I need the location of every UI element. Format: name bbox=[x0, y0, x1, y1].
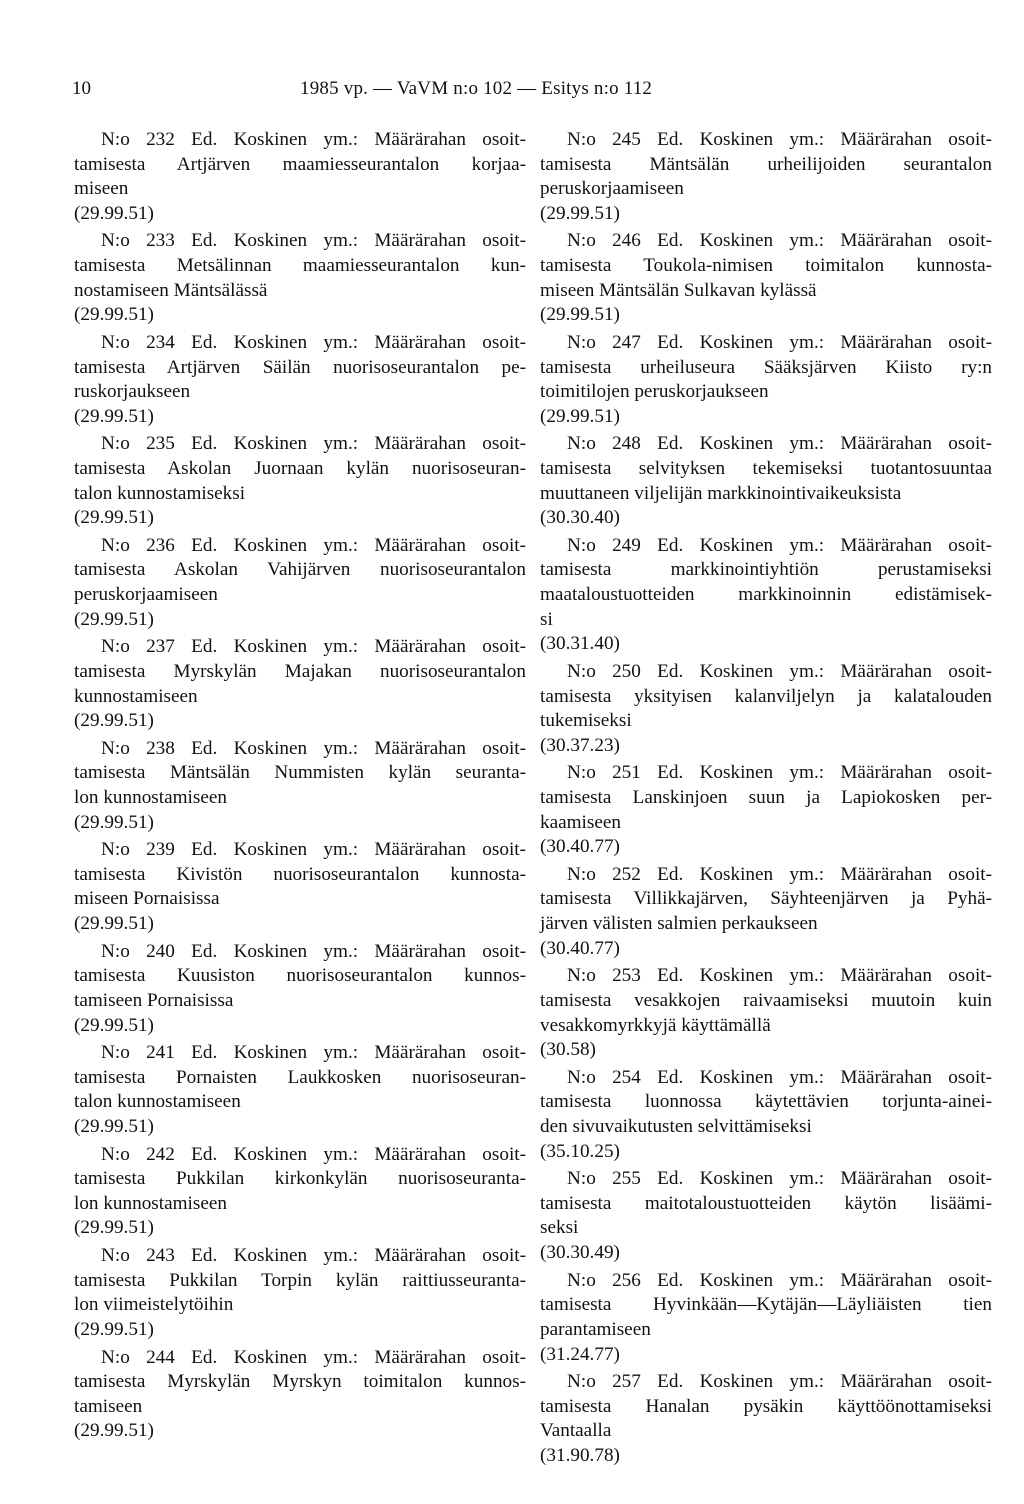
motion-entry bbox=[74, 331, 526, 429]
budget-item-code: (29.99.51) bbox=[74, 304, 154, 326]
motion-entry bbox=[540, 229, 992, 327]
motion-text-line: tamisesta Toukola-nimisen toimitalon kunnosta- bbox=[540, 255, 992, 277]
budget-item-code: (29.99.51) bbox=[74, 1014, 154, 1036]
motion-heading-line: N:o 239 Ed. Koskinen ym.: Määrärahan osoit- bbox=[101, 839, 526, 861]
motion-heading-line: N:o 257 Ed. Koskinen ym.: Määrärahan osoit- bbox=[567, 1371, 992, 1393]
motion-heading-line: N:o 235 Ed. Koskinen ym.: Määrärahan osoit- bbox=[101, 433, 526, 455]
motion-text-line: miseen Pornaisissa bbox=[74, 888, 220, 910]
motion-entry bbox=[540, 1269, 992, 1367]
motion-heading-line: N:o 248 Ed. Koskinen ym.: Määrärahan osoit- bbox=[567, 433, 992, 455]
motion-text-line: parantamiseen bbox=[540, 1318, 651, 1340]
budget-item-code: (29.99.51) bbox=[74, 1318, 154, 1340]
budget-item-code: (30.40.77) bbox=[540, 937, 620, 959]
motion-heading-line: N:o 234 Ed. Koskinen ym.: Määrärahan osoit- bbox=[101, 331, 526, 353]
motion-text-line: muuttaneen viljelijän markkinointivaikeuksista bbox=[540, 482, 902, 504]
motion-entry bbox=[74, 534, 526, 632]
motion-text-line: tukemiseksi bbox=[540, 710, 632, 732]
budget-item-code: (29.99.51) bbox=[74, 608, 154, 630]
motion-text-line: tamisesta Hyvinkään—Kytäjän—Läyliäisten tien bbox=[540, 1294, 992, 1316]
motion-entry bbox=[74, 838, 526, 936]
motion-entry bbox=[540, 1370, 992, 1468]
motion-text-line: si bbox=[540, 608, 553, 630]
motion-text-line: tamisesta Myrskylän Myrskyn toimitalon kunnos- bbox=[74, 1371, 526, 1393]
motion-text-line: tamisesta Pukkilan Torpin kylän raittiusseuranta- bbox=[74, 1269, 526, 1291]
budget-item-code: (29.99.51) bbox=[74, 1116, 154, 1137]
motion-text-line: maataloustuotteiden markkinoinnin edistämisek- bbox=[540, 584, 992, 606]
motion-heading-line: N:o 249 Ed. Koskinen ym.: Määrärahan osoit- bbox=[567, 534, 992, 556]
budget-item-code: (30.40.77) bbox=[540, 836, 620, 858]
motion-text-line: ruskorjaukseen bbox=[74, 381, 191, 403]
motion-text-line: talon kunnostamiseksi bbox=[74, 482, 246, 504]
motion-heading-line: N:o 237 Ed. Koskinen ym.: Määrärahan osoit- bbox=[101, 636, 526, 658]
motion-text-line: lon kunnostamiseen bbox=[74, 787, 227, 808]
budget-item-code: (31.24.77) bbox=[540, 1343, 620, 1365]
page-number: 10 bbox=[72, 78, 91, 99]
budget-item-code: (29.99.51) bbox=[540, 202, 620, 224]
motion-heading-line: N:o 240 Ed. Koskinen ym.: Määrärahan osoit- bbox=[101, 940, 526, 962]
motion-entry bbox=[74, 1041, 526, 1139]
budget-item-code: (30.37.23) bbox=[540, 734, 620, 756]
budget-item-code: (30.31.40) bbox=[540, 633, 620, 655]
motion-text-line: tamisesta Kuusiston nuorisoseurantalon kunnos- bbox=[74, 965, 526, 987]
motion-text-line: kunnostamiseen bbox=[74, 685, 198, 707]
motion-entry bbox=[74, 737, 526, 835]
motion-text-line: tamisesta markkinointiyhtiön perustamiseksi bbox=[540, 559, 992, 581]
page-header bbox=[72, 78, 952, 102]
motion-text-line: peruskorjaamiseen bbox=[540, 178, 684, 200]
motion-text-line: tamisesta Lanskinjoen suun ja Lapiokosken per- bbox=[540, 787, 992, 808]
motion-entry bbox=[74, 635, 526, 733]
budget-item-code: (29.99.51) bbox=[74, 202, 154, 224]
motion-text-line: den sivuvaikutusten selvittämiseksi bbox=[540, 1116, 812, 1137]
motion-entry bbox=[540, 331, 992, 429]
motion-heading-line: N:o 238 Ed. Koskinen ym.: Määrärahan osoit- bbox=[101, 737, 526, 759]
motion-text-line: tamisesta Artjärven Säilän nuorisoseurantalon pe- bbox=[74, 356, 526, 378]
motion-text-line: kaamiseen bbox=[540, 811, 621, 833]
motion-text-line: tamisesta Mäntsälän Nummisten kylän seuranta- bbox=[74, 762, 526, 784]
motion-text-line: nostamiseen Mäntsälässä bbox=[74, 279, 268, 301]
motion-heading-line: N:o 253 Ed. Koskinen ym.: Määrärahan osoit- bbox=[567, 965, 992, 987]
motion-heading-line: N:o 245 Ed. Koskinen ym.: Määrärahan osoit- bbox=[567, 129, 992, 150]
motion-text-line: tamisesta Mäntsälän urheilijoiden seurantalon bbox=[540, 153, 992, 175]
motion-heading-line: N:o 252 Ed. Koskinen ym.: Määrärahan osoit- bbox=[567, 863, 992, 885]
motion-text-line: lon viimeistelytöihin bbox=[74, 1294, 234, 1316]
motion-entry bbox=[540, 964, 992, 1062]
budget-item-code: (29.99.51) bbox=[540, 304, 620, 326]
motion-heading-line: N:o 255 Ed. Koskinen ym.: Määrärahan osoit- bbox=[567, 1168, 992, 1190]
budget-item-code: (30.30.49) bbox=[540, 1242, 620, 1264]
budget-item-code: (29.99.51) bbox=[74, 405, 154, 427]
motion-entry bbox=[540, 1167, 992, 1265]
motion-text-line: tamisesta Pukkilan kirkonkylän nuorisoseuranta- bbox=[74, 1168, 526, 1190]
motion-text-line: tamisesta Myrskylän Majakan nuorisoseurantalon bbox=[74, 660, 526, 682]
left-column bbox=[74, 128, 526, 1447]
motion-text-line: seksi bbox=[540, 1217, 579, 1239]
motion-text-line: tamiseen bbox=[74, 1395, 143, 1417]
budget-item-code: (29.99.51) bbox=[74, 1217, 154, 1239]
motion-entry bbox=[540, 534, 992, 657]
motion-entry bbox=[74, 1346, 526, 1444]
motion-text-line: talon kunnostamiseen bbox=[74, 1091, 241, 1113]
motion-text-line: tamisesta Villikkajärven, Säyhteenjärven ja Pyhä- bbox=[540, 888, 992, 910]
motion-heading-line: N:o 241 Ed. Koskinen ym.: Määrärahan osoit- bbox=[101, 1042, 526, 1064]
motion-text-line: tamisesta luonnossa käytettävien torjunta-ainei- bbox=[540, 1091, 992, 1113]
motion-text-line: vesakkomyrkkyjä käyttämällä bbox=[540, 1014, 771, 1036]
budget-item-code: (29.99.51) bbox=[74, 1420, 154, 1442]
motion-text-line: miseen bbox=[74, 178, 129, 200]
motion-entry bbox=[540, 1066, 992, 1164]
motion-entry bbox=[74, 432, 526, 530]
motion-text-line: tamisesta maitotaloustuotteiden käytön lisäämi- bbox=[540, 1192, 992, 1214]
running-title: 1985 vp. — VaVM n:o 102 — Esitys n:o 112 bbox=[300, 78, 653, 99]
budget-item-code: (29.99.51) bbox=[540, 405, 620, 427]
motion-text-line: tamisesta vesakkojen raivaamiseksi muutoin kuin bbox=[540, 989, 992, 1011]
motion-heading-line: N:o 246 Ed. Koskinen ym.: Määrärahan osoit- bbox=[567, 230, 992, 252]
motion-text-line: tamisesta Askolan Vahijärven nuorisoseurantalon bbox=[74, 559, 526, 581]
motion-text-line: toimitilojen peruskorjaukseen bbox=[540, 381, 769, 403]
motion-text-line: järven välisten salmien perkaukseen bbox=[540, 913, 818, 935]
budget-item-code: (29.99.51) bbox=[74, 811, 154, 833]
motion-heading-line: N:o 243 Ed. Koskinen ym.: Määrärahan osoit- bbox=[101, 1245, 526, 1267]
motion-text-line: tamisesta Askolan Juornaan kylän nuorisoseuran- bbox=[74, 458, 526, 479]
motion-text-line: miseen Mäntsälän Sulkavan kylässä bbox=[540, 279, 817, 301]
motion-text-line: tamiseen Pornaisissa bbox=[74, 989, 234, 1011]
motion-heading-line: N:o 244 Ed. Koskinen ym.: Määrärahan osoit- bbox=[101, 1346, 526, 1368]
motion-entry bbox=[74, 229, 526, 327]
motion-entry bbox=[74, 1143, 526, 1241]
motion-entry bbox=[74, 940, 526, 1038]
motion-heading-line: N:o 233 Ed. Koskinen ym.: Määrärahan osoit- bbox=[101, 230, 526, 252]
right-column bbox=[540, 128, 992, 1472]
budget-item-code: (31.90.78) bbox=[540, 1445, 620, 1466]
motion-heading-line: N:o 256 Ed. Koskinen ym.: Määrärahan osoit- bbox=[567, 1269, 992, 1291]
motion-text-line: tamisesta selvityksen tekemiseksi tuotantosuuntaa bbox=[540, 458, 992, 479]
motion-text-line: tamisesta Metsälinnan maamiesseurantalon kun- bbox=[74, 255, 526, 277]
motion-entry bbox=[540, 660, 992, 758]
motion-entry bbox=[540, 432, 992, 530]
motion-entry bbox=[74, 128, 526, 226]
motion-text-line: tamisesta Kivistön nuorisoseurantalon kunnosta- bbox=[74, 863, 526, 885]
budget-item-code: (30.30.40) bbox=[540, 507, 620, 529]
motion-heading-line: N:o 232 Ed. Koskinen ym.: Määrärahan osoit- bbox=[101, 129, 526, 150]
budget-item-code: (35.10.25) bbox=[540, 1140, 620, 1162]
motion-entry bbox=[540, 128, 992, 226]
motion-heading-line: N:o 250 Ed. Koskinen ym.: Määrärahan osoit- bbox=[567, 660, 992, 682]
motion-text-line: Vantaalla bbox=[540, 1420, 612, 1442]
motion-text-line: lon kunnostamiseen bbox=[74, 1192, 227, 1214]
motion-text-line: tamisesta Hanalan pysäkin käyttöönottamiseksi bbox=[540, 1395, 992, 1417]
budget-item-code: (29.99.51) bbox=[74, 913, 154, 935]
motion-text-line: peruskorjaamiseen bbox=[74, 584, 218, 606]
motion-heading-line: N:o 254 Ed. Koskinen ym.: Määrärahan osoit- bbox=[567, 1066, 992, 1088]
motion-text-line: tamisesta Artjärven maamiesseurantalon korjaa- bbox=[74, 153, 526, 175]
budget-item-code: (29.99.51) bbox=[74, 710, 154, 732]
motion-heading-line: N:o 236 Ed. Koskinen ym.: Määrärahan osoit- bbox=[101, 534, 526, 556]
motion-text-line: tamisesta yksityisen kalanviljelyn ja kalatalouden bbox=[540, 685, 992, 707]
motion-text-line: tamisesta Pornaisten Laukkosken nuorisoseuran- bbox=[74, 1066, 526, 1088]
motion-entry bbox=[540, 761, 992, 859]
budget-item-code: (29.99.51) bbox=[74, 507, 154, 529]
motion-heading-line: N:o 247 Ed. Koskinen ym.: Määrärahan osoit- bbox=[567, 331, 992, 353]
motion-text-line: tamisesta urheiluseura Sääksjärven Kiisto ry:n bbox=[540, 356, 992, 378]
motion-heading-line: N:o 251 Ed. Koskinen ym.: Määrärahan osoit- bbox=[567, 762, 992, 784]
motion-entry bbox=[540, 863, 992, 961]
budget-item-code: (30.58) bbox=[540, 1039, 596, 1061]
motion-entry bbox=[74, 1244, 526, 1342]
motion-heading-line: N:o 242 Ed. Koskinen ym.: Määrärahan osoit- bbox=[101, 1143, 526, 1165]
